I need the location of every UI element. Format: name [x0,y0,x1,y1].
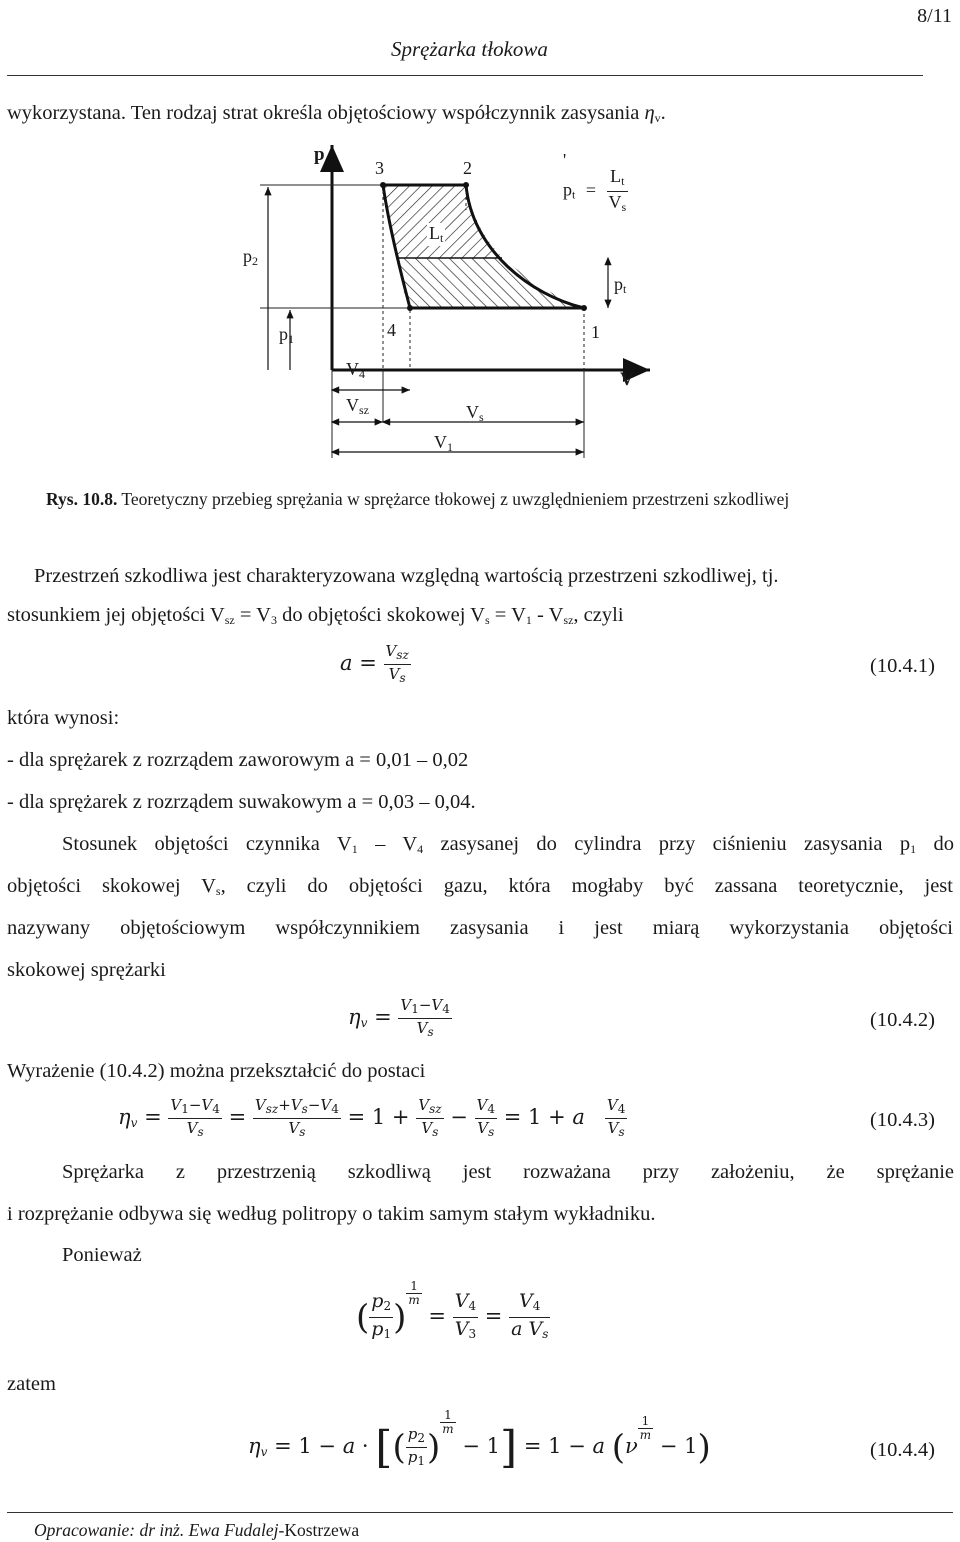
para3-line2: i rozprężanie odbywa się według politropy o takim samym stałym wykładniku. [7,1203,656,1225]
point-1-label: 1 [591,322,600,342]
pt-formula: $p_t$ = $\frac{L_t}{V_s}$ [563,166,627,214]
equation-number-2: (10.4.2) [870,1009,935,1031]
v1-label: $V_1$ [434,432,453,454]
which-is: która wynosi: [7,707,120,729]
p2-label: $p_2$ [243,246,258,268]
page-number: 8/11 [917,5,952,27]
para2-line2: objętości skokowej $V_s$, czyli do objętości gazu, która mogłaby być zassana teoretycznie, jest [7,875,953,898]
lt-label: $L_t$ [429,223,444,245]
point-4-label: 4 [387,320,396,340]
since-word: Ponieważ [62,1244,142,1266]
bullet-valve: - dla sprężarek z rozrządem zaworowym a = 0,01 – 0,02 [7,749,469,771]
equation-number-3: (10.4.3) [870,1109,935,1131]
figure-caption: Rys. 10.8. Teoretyczny przebieg sprężania w sprężarce tłokowej z uwzględnieniem przestrzeni szkodliwej [46,489,790,509]
equation-number-4: (10.4.4) [870,1439,935,1461]
pt-label: $p_t$ [614,274,627,296]
footer-author: Opracowanie: dr inż. Ewa Fudalej-Kostrzewa [34,1520,360,1540]
v4-label: $V_4$ [346,359,365,381]
footer-rule [7,1512,953,1513]
hence-word: zatem [7,1373,56,1395]
apostrophe-mark: ' [563,150,567,170]
para2-line3: nazywany objętościowym współczynnikiem zasysania i jest miarą wykorzystania objętości [7,917,953,939]
equation-10-4-3: $\eta_v$ = $\frac{V_1-V_4}{V_s}$ = $\frac{V_{sz}+V_s-V_4}{V_s}$ = 1 + $\frac{V_{sz}}{V_s}$ − $\frac{V_4}{V_s}$ = 1 + a $\frac{V_4}{V_s}$ [118,1096,626,1139]
equation-10-4-4: $\eta_v = 1 - a$ · [( $\frac{p_2}{p_1}$ ) $^{\frac{1}{m}}$ − 1] = 1 − a (ν $^{\frac{1}{m}}$ − 1) [248,1408,711,1473]
para2-line4: skokowej sprężarki [7,959,166,981]
expression-line: Wyrażenie (10.4.2) można przekształcić do postaci [7,1060,426,1082]
equation-10-4-2: $\eta_v$ = $\frac{V_1-V_4}{V_s}$ [348,996,450,1039]
para1-line1: Przestrzeń szkodliwa jest charakteryzowana względną wartością przestrzeni szkodliwej, tj. [34,565,779,587]
work-area-lower [398,258,584,308]
equation-10-4-1: a = $\frac{V_{sz}}{V_s}$ [340,642,409,685]
para2-line1: Stosunek objętości czynnika $V_1 - V_4$ zasysanej do cylindra przy ciśnieniu zasysania $p_1$ do [62,833,955,856]
point-2-label: 2 [463,158,472,178]
axis-v-label: V [620,369,634,390]
vs-label: $V_s$ [466,402,484,424]
intro-line: wykorzystana. Ten rodzaj strat określa objętościowy współczynnik zasysania $\eta_v$. [7,102,666,125]
equation-polytrope: ( $\frac{p_2}{p_1}$ ) $^{\frac{1}{m}}$ = $\frac{V_4}{V_3}$ = $\frac{V_4}{a V_s}$ [356,1279,549,1341]
work-area-upper [383,185,502,258]
p1-label: $p_1$ [279,324,294,346]
point-3-label: 3 [375,158,384,178]
axis-p-label: p [314,144,325,165]
bullet-slide: - dla sprężarek z rozrządem suwakowym a = 0,03 – 0,04. [7,791,476,813]
equation-number-1: (10.4.1) [870,655,935,677]
header-rule [7,75,923,76]
para1-line2: stosunkiem jej objętości $V_{sz} = V_3$ do objętości skokowej $V_s = V_1 - V_{sz}$, czyli [7,604,624,627]
running-title: Sprężarka tłokowa [391,37,548,61]
para3-line1: Sprężarka z przestrzenią szkodliwą jest rozważana przy założeniu, że sprężanie [62,1161,954,1183]
vsz-label: $V_{sz}$ [346,395,369,417]
